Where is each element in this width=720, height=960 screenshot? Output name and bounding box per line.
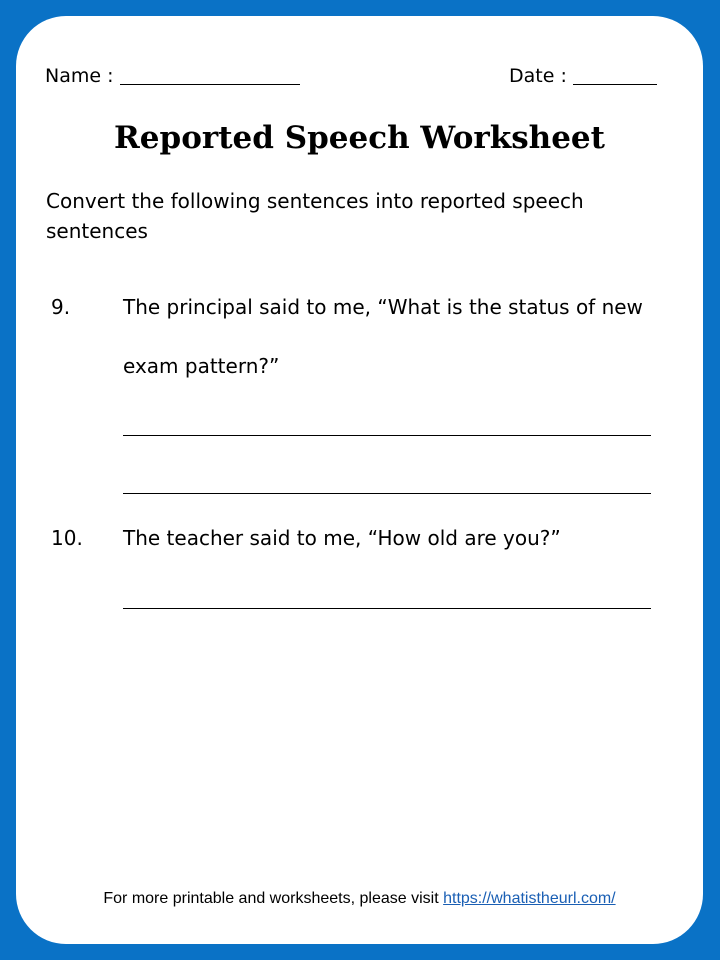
header-row: [45, 62, 657, 90]
date-blank-line: [573, 84, 657, 85]
name-blank-line: [120, 84, 300, 85]
question-text-line-1: The teacher said to me, “How old are you?”: [123, 526, 561, 550]
question-number: 10.: [51, 526, 83, 550]
question-text-line-2: exam pattern?”: [123, 354, 280, 378]
worksheet-page: [16, 16, 703, 944]
question-9: [51, 292, 671, 512]
question-number: 9.: [51, 295, 71, 319]
instructions: Convert the following sentences into reported speech sentences: [46, 189, 584, 243]
answer-line: [123, 608, 651, 609]
footer: [16, 888, 703, 910]
footer-text: For more printable and worksheets, please visit: [103, 890, 439, 907]
question-10: [51, 523, 671, 633]
footer-link[interactable]: https://whatistheurl.com/: [443, 890, 616, 907]
answer-line: [123, 435, 651, 436]
page-title: Reported Speech Worksheet: [114, 120, 605, 156]
question-text-line-1: The principal said to me, “What is the status of new: [123, 295, 643, 319]
date-label: Date :: [509, 65, 567, 87]
name-label: Name :: [45, 65, 114, 87]
answer-line: [123, 493, 651, 494]
